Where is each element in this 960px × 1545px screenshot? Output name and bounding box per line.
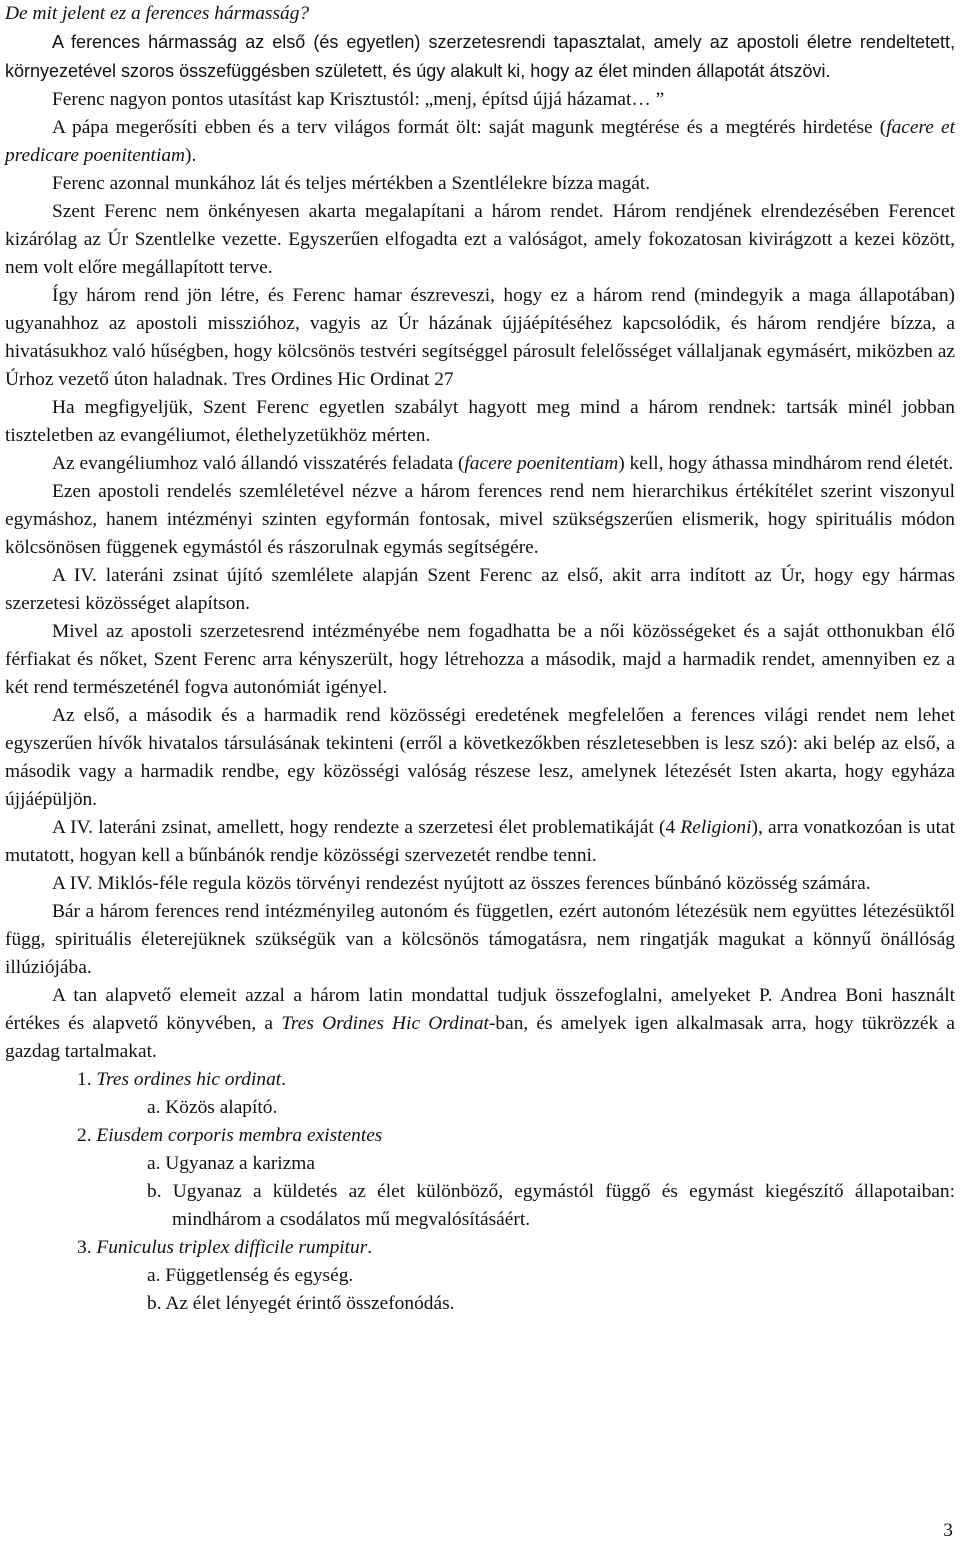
page-number: 3	[943, 1520, 953, 1541]
paragraph-16	[5, 982, 955, 1066]
paragraph-8-b: ) kell, hogy áthassa mindhárom rend életét.	[618, 453, 954, 474]
paragraph-11: Mivel az apostoli szerzetesrend intézményébe nem fogadhatta be a női közösségeket és a saját otthonukban élő férfiakat és nőket, Szent Ferenc arra kényszerült, hogy létrehozza a második, majd a harmadik rendet, amennyiben ez a két rend természeténél fogva autonómiát igényel.	[5, 621, 955, 698]
list-item-2b: b. Ugyanaz a küldetés az élet különböző, egymástól függő és egymást kiegészítő állapotaiban: mindhárom a csodálatos mű megvalósításáért.	[147, 1181, 955, 1230]
list-item-2a: a. Ugyanaz a karizma	[147, 1153, 315, 1174]
paragraph-3-a: A pápa megerősíti ebben és a terv világos formát ölt: saját magunk megtérése és a megtérés hirdetése (	[52, 117, 887, 138]
paragraph-13-italic: Religioni	[680, 817, 752, 838]
paragraph-5: Szent Ferenc nem önkényesen akarta megalapítani a három rendet. Három rendjének elrendezésében Ferencet kizárólag az Úr Szentlelke vezette. Egyszerűen elfogadta ezt a valóságot, amely fokozatosan kivirágzott a kezei között, nem volt előre megállapított terve.	[5, 201, 955, 278]
paragraph-4: Ferenc azonnal munkához lát és teljes mértékben a Szentlélekre bízza magát.	[52, 173, 651, 194]
paragraph-16-a: A tan alapvető elemeit azzal a három latin mondattal tudjuk összefoglalni, amelyeket P. Andrea Boni használt értékes és alapvető könyvében, a	[5, 985, 955, 1034]
paragraph-16-b: -ban, és amelyek igen alkalmasak arra, hogy tükrözzék a gazdag tartalmakat.	[5, 1013, 955, 1062]
list-item-3b: b. Az élet lényegét érintő összefonódás.	[147, 1293, 455, 1314]
paragraph-16-italic: Tres Ordines Hic Ordinat	[281, 1013, 489, 1034]
paragraph-1-text: A ferences hármasság az első (és egyetlen) szerzetesrendi tapasztalat, amely az apostoli életre rendeltetett, környezetével szoros összefüggésben született, és úgy alakult ki, hogy az élet minden állapotát átszövi.	[5, 32, 955, 81]
paragraph-15: Bár a három ferences rend intézményileg autonóm és független, ezért autonóm létezésük nem együttes létezésüktől függ, spirituális életerejüknek szükségük van a kölcsönös támogatásra, nem ringatják magukat a könnyű önállóság illúziójába.	[5, 901, 955, 978]
list-item-1a: a. Közös alapító.	[147, 1097, 278, 1118]
paragraph-10: A IV. lateráni zsinat újító szemlélete alapján Szent Ferenc az első, akit arra indított az Úr, hogy egy hármas szerzetesi közösséget alapítson.	[5, 565, 955, 614]
list-item-2-number: 2.	[77, 1125, 97, 1146]
list-item-1-text: Tres ordines hic ordinat	[96, 1069, 282, 1090]
list-item-3a: a. Függetlenség és egység.	[147, 1265, 354, 1286]
paragraph-6: Így három rend jön létre, és Ferenc hamar észreveszi, hogy ez a három rend (mindegyik a maga állapotában) ugyanahhoz az apostoli misszióhoz, vagyis az Úr házának újjáépítéséhez kapcsolódik, és három rendjére bízza, a hivatásukhoz való hűségben, hogy kölcsönös testvéri segítséggel párosult felelősséget vállaljanak egymásért, miközben az Úrhoz vezető úton haladnak. Tres Ordines Hic Ordinat 27	[5, 285, 955, 390]
paragraph-13-b: ), arra vonatkozóan is utat mutatott, hogyan kell a bűnbánók rendje közösségi szervezetét rendbe tenni.	[5, 817, 955, 866]
list-item-1: 1. Tres ordines hic ordinat.	[77, 1069, 287, 1090]
paragraph-12: Az első, a második és a harmadik rend közösségi eredetének megfelelően a ferences világi rendet nem lehet egyszerűen hívők hivatalos társulásának tekinteni (erről a következőkben részletesebben is lesz szó): aki belép az első, a második vagy a harmadik rendbe, egy közösségi valóság részese lesz, amelynek létezését Isten akarta, hogy egyháza újjáépüljön.	[5, 705, 955, 810]
paragraph-3-b: ).	[185, 145, 197, 166]
list-item-2	[5, 1122, 955, 1150]
paragraph-1	[5, 28, 955, 86]
paragraph-8-a: Az evangéliumhoz való állandó visszatérés feladata (	[52, 453, 465, 474]
paragraph-13-a: A IV. lateráni zsinat, amellett, hogy rendezte a szerzetesi élet problematikáját (4	[52, 817, 681, 838]
list-item-1-number: 1.	[77, 1069, 97, 1090]
paragraph-8-italic: facere poenitentiam	[464, 453, 619, 474]
paragraph-3	[5, 114, 955, 170]
paragraph-3-italic: facere et predicare poenitentiam	[5, 117, 955, 166]
paragraph-7: Ha megfigyeljük, Szent Ferenc egyetlen szabályt hagyott meg mind a három rendnek: tartsák minél jobban tiszteletben az evangéliumot, élethelyzetükhöz mérten.	[5, 397, 955, 446]
paragraph-8	[5, 450, 955, 478]
paragraph-9: Ezen apostoli rendelés szemléletével nézve a három ferences rend nem hierarchikus értékítélet szerint viszonyul egymáshoz, hanem intézményi szinten egyformán fontosak, mivel szükségszerűen elismerik, hogy spirituális módon kölcsönösen függenek egymástól és rászorulnak egymás segítségére.	[5, 481, 955, 558]
document-page	[5, 0, 955, 1541]
section-heading: De mit jelent ez a ferences hármasság?	[5, 3, 310, 24]
list-item-3-text: Funiculus triplex difficile rumpitur	[96, 1237, 368, 1258]
paragraph-13	[5, 814, 955, 870]
list-item-3-number: 3.	[77, 1237, 97, 1258]
list-item-3: 3. Funiculus triplex difficile rumpitur.	[77, 1237, 373, 1258]
list-item-2-text: Eiusdem corporis membra existentes	[96, 1125, 383, 1146]
paragraph-14: A IV. Miklós-féle regula közös törvényi rendezést nyújtott az összes ferences bűnbánó közösség számára.	[52, 873, 871, 894]
paragraph-2: Ferenc nagyon pontos utasítást kap Krisztustól: „menj, építsd újjá házamat… ”	[52, 89, 665, 110]
